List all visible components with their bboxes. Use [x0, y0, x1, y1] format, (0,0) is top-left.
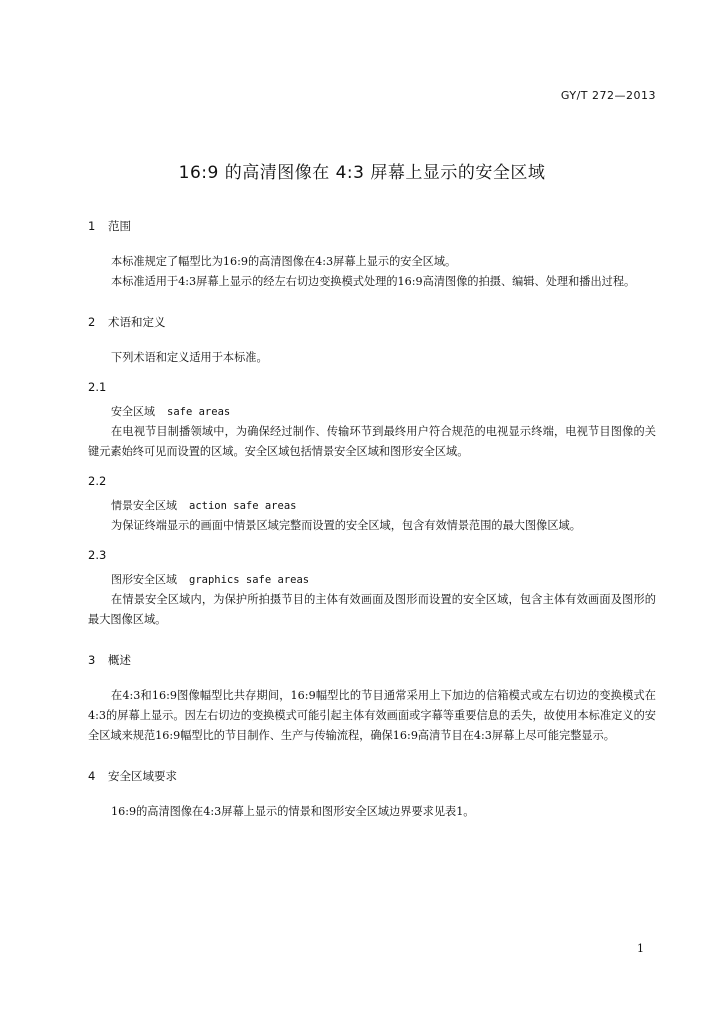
term-2-3-label: [88, 570, 656, 590]
term-2-1-label: [88, 402, 656, 422]
section-1-paragraph-2: 本标准适用于4:3屏幕上显示的经左右切边变换模式处理的16:9高清图像的拍摄、编辑、处理和播出过程。: [111, 275, 636, 288]
section-3-paragraph-1: 在4:3和16:9图像幅型比共存期间，16:9幅型比的节目通常采用上下加边的信箱模式或左右切边的变换模式在4:3的屏幕上显示。因左右切边的变换模式可能引起主体有效画面或字幕等重要信息的丢失，故使用本标准定义的安全区域来规范16:9幅型比的节目制作、生产与传输流程，确保16:9高清节目在4:3屏幕上尽可能完整显示。: [88, 689, 656, 742]
term-2-2-en: action safe areas: [189, 500, 297, 512]
term-2-3-definition: 在情景安全区域内，为保护所拍摄节目的主体有效画面及图形而设置的安全区域，包含主体有效画面及图形的最大图像区域。: [88, 593, 656, 626]
section-3-number: 3: [88, 653, 96, 667]
section-3-heading: [88, 648, 656, 672]
term-2-1-number: 2.1: [88, 380, 107, 394]
term-2-1-zh: 安全区域: [111, 405, 155, 418]
term-2-1-definition: 在电视节目制播领域中，为确保经过制作、传输环节到最终用户符合规范的电视显示终端，电视节目图像的关键元素始终可见而设置的区域。安全区域包括情景安全区域和图形安全区域。: [88, 425, 656, 458]
document-body: [88, 214, 656, 822]
term-2-3-number: 2.3: [88, 548, 107, 562]
section-3-title: 概述: [108, 653, 131, 667]
section-2-number: 2: [88, 315, 96, 329]
section-4-title: 安全区域要求: [108, 769, 177, 783]
section-4-heading: [88, 764, 656, 788]
page-number: 1: [637, 942, 644, 955]
section-2-paragraph-1: 下列术语和定义适用于本标准。: [111, 351, 268, 364]
term-2-1-en: safe areas: [167, 406, 231, 418]
section-4-paragraph-1: 16:9的高清图像在4:3屏幕上显示的情景和图形安全区域边界要求见表1。: [111, 805, 475, 818]
document-title: 16:9 的高清图像在 4:3 屏幕上显示的安全区域: [178, 163, 546, 183]
section-1-paragraph-1: 本标准规定了幅型比为16:9的高清图像在4:3屏幕上显示的安全区域。: [111, 255, 457, 268]
section-1-title: 范围: [108, 219, 131, 233]
section-2-heading: [88, 310, 656, 334]
term-2-2-number: 2.2: [88, 474, 107, 488]
section-4-number: 4: [88, 769, 96, 783]
term-2-2-zh: 情景安全区域: [111, 499, 177, 512]
section-2-title: 术语和定义: [108, 315, 166, 329]
term-2-3-en: graphics safe areas: [189, 574, 310, 586]
standard-number: GY/T 272—2013: [560, 89, 656, 102]
section-1-heading: [88, 214, 656, 238]
term-2-3-zh: 图形安全区域: [111, 573, 177, 586]
term-2-2-label: [88, 496, 656, 516]
term-2-2-definition: 为保证终端显示的画面中情景区域完整而设置的安全区域，包含有效情景范围的最大图像区域。: [111, 519, 581, 532]
section-1-number: 1: [88, 219, 96, 233]
